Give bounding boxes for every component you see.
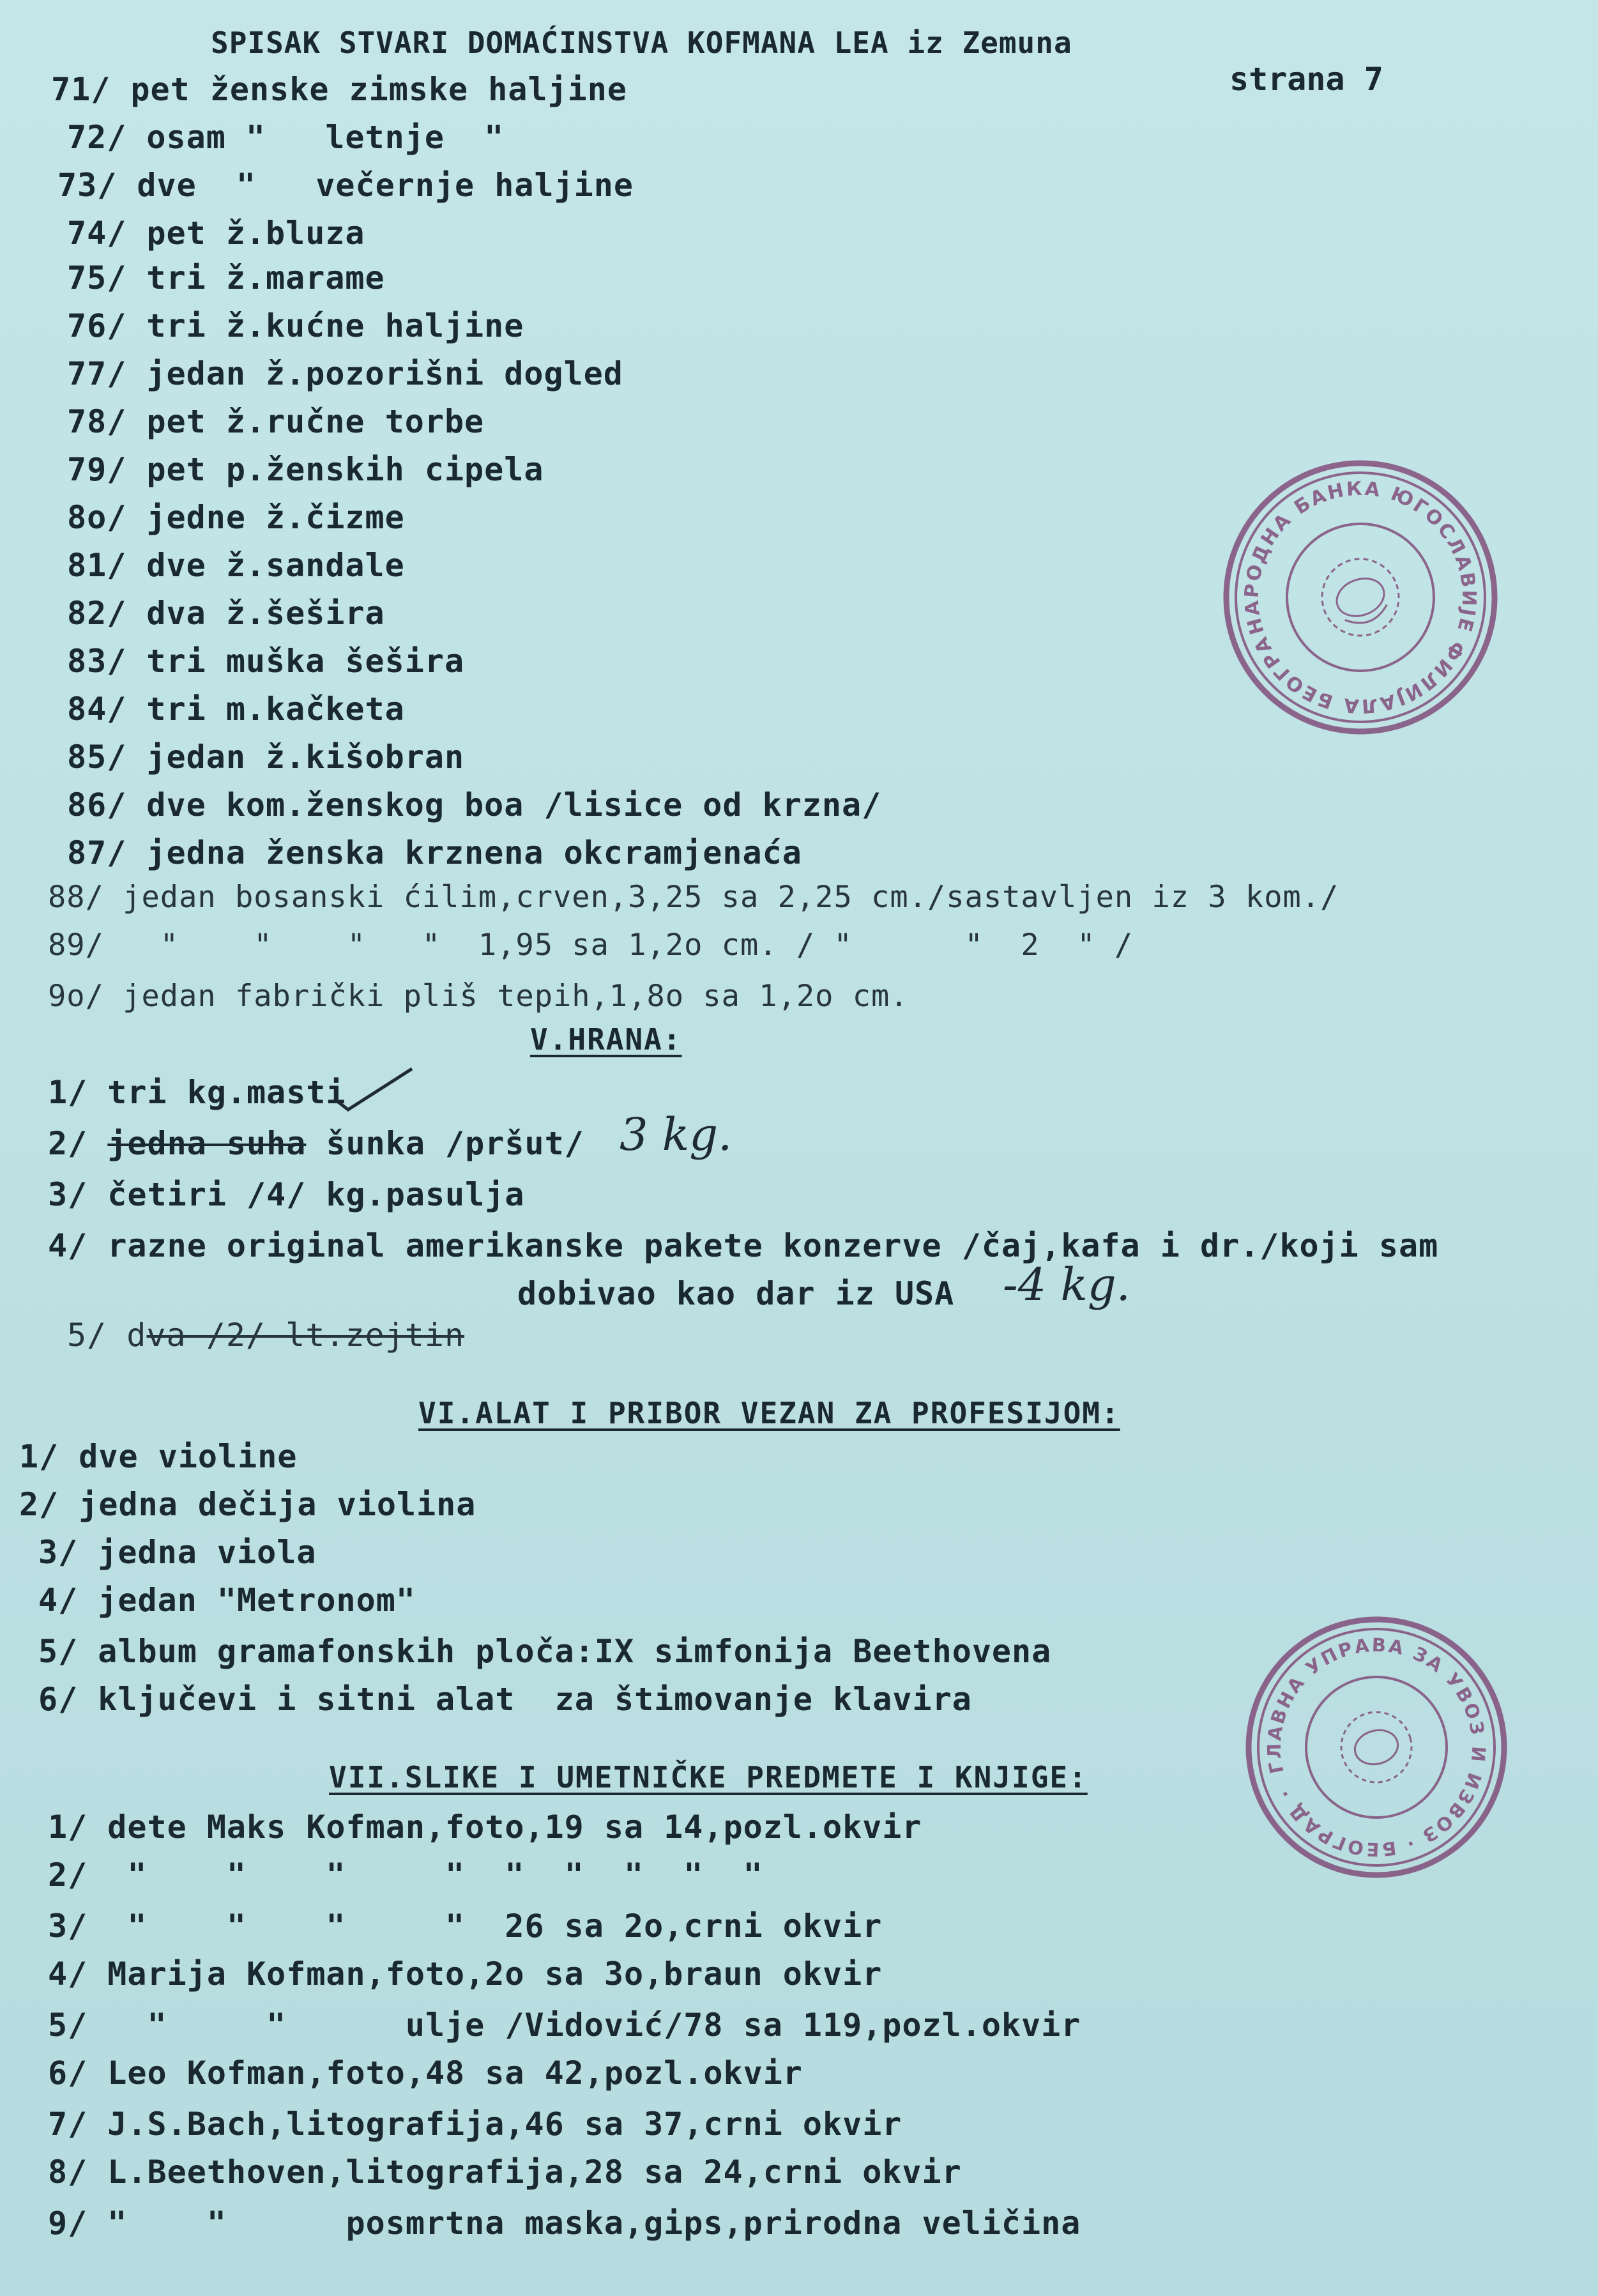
list-item-continuation: dobivao kao dar iz USA (517, 1275, 955, 1312)
list-item: 3/ " " " " 26 sa 2o,crni okvir (48, 1908, 883, 1945)
list-item: 74/ pet ž.bluza (67, 215, 365, 252)
list-item: 3/ četiri /4/ kg.pasulja (48, 1176, 525, 1213)
list-item: 77/ jedan ž.pozorišni dogled (67, 355, 623, 392)
section-heading: VII.SLIKE I UMETNIČKE PREDMETE I KNJIGE: (329, 1760, 1088, 1795)
list-item: 9/ " " posmrtna maska,gips,prirodna veličina (48, 2205, 1081, 2242)
svg-text:НАРОДНА БАНКА ЮГОСЛАВИЈЕ ФИЛИЈ: НАРОДНА БАНКА ЮГОСЛАВИЈЕ ФИЛИЈАЛА БЕОГРАД (1240, 477, 1480, 717)
list-item: 84/ tri m.kačketa (67, 691, 405, 728)
list-item: 7/ J.S.Bach,litografija,46 sa 37,crni okvir (48, 2106, 902, 2143)
svg-text:ГЛАВНА УПРАВА ЗА УВОЗ И ИЗВОЗ: ГЛАВНА УПРАВА ЗА УВОЗ И ИЗВОЗ · БЕОГРАД · (1263, 1634, 1490, 1861)
list-item: 76/ tri ž.kućne haljine (67, 307, 524, 344)
list-item: 5/ dva /2/ lt.zejtin (67, 1317, 465, 1354)
list-item: 9o/ jedan fabrički pliš tepih,1,8o sa 1,2o cm. (48, 979, 909, 1014)
list-item: 88/ jedan bosanski ćilim,crven,3,25 sa 2,25 cm./sastavljen iz 3 kom./ (48, 880, 1339, 915)
list-item: 4/ razne original amerikanske pakete konzerve /čaj,kafa i dr./koji sam (48, 1227, 1439, 1264)
official-stamp-icon (1242, 1613, 1510, 1881)
list-item: 83/ tri muška šešira (67, 643, 465, 680)
list-item: 2/ jedna dečija violina (19, 1486, 476, 1523)
list-item: 8/ L.Beethoven,litografija,28 sa 24,crni okvir (48, 2154, 962, 2191)
section-heading: VI.ALAT I PRIBOR VEZAN ZA PROFESIJOM: (418, 1396, 1120, 1430)
list-item: 8o/ jedne ž.čizme (67, 499, 405, 536)
list-item: 3/ jedna viola (38, 1534, 317, 1571)
list-item: 73/ dve " večernje haljine (57, 167, 634, 204)
list-item: 4/ Marija Kofman,foto,2o sa 3o,braun okvir (48, 1955, 883, 1993)
list-item: 78/ pet ž.ručne torbe (67, 403, 485, 440)
section-heading: V.HRANA: (530, 1022, 682, 1057)
handwritten-note: 3 kg. (620, 1108, 733, 1161)
list-item: 79/ pet p.ženskih cipela (67, 451, 544, 488)
list-item: 87/ jedna ženska krznena okcramjenaća (67, 834, 802, 871)
list-item: 86/ dve kom.ženskog boa /lisice od krzna/ (67, 786, 882, 823)
list-item: 5/ " " ulje /Vidović/78 sa 119,pozl.okvir (48, 2007, 1081, 2044)
list-item: 75/ tri ž.marame (67, 259, 385, 296)
list-item: 89/ " " " " 1,95 sa 1,2o cm. / " " 2 " / (48, 928, 1134, 963)
list-item: 2/ jedna suha šunka /pršut/ (48, 1125, 584, 1162)
list-item: 1/ tri kg.masti (48, 1074, 346, 1111)
list-item: 1/ dete Maks Kofman,foto,19 sa 14,pozl.okvir (48, 1809, 922, 1846)
official-stamp-icon (1220, 457, 1501, 738)
page-number: strana 7 (1229, 61, 1383, 98)
list-item: 71/ pet ženske zimske haljine (51, 71, 627, 108)
list-item: 2/ " " " " " " " " " (48, 1856, 763, 1894)
list-item: 81/ dve ž.sandale (67, 547, 405, 584)
list-item: 72/ osam " letnje " (67, 119, 505, 156)
handwritten-note: -4 kg. (1003, 1259, 1130, 1311)
document-title: SPISAK STVARI DOMAĆINSTVA KOFMANA LEA iz Zemuna (211, 26, 1072, 60)
list-item: 85/ jedan ž.kišobran (67, 739, 465, 776)
check-mark-icon (329, 1064, 418, 1115)
list-item: 6/ ključevi i sitni alat za štimovanje klavira (38, 1681, 972, 1718)
list-item: 4/ jedan "Metronom" (38, 1582, 416, 1619)
list-item: 5/ album gramafonskih ploča:IX simfonija Beethovena (38, 1633, 1052, 1670)
list-item: 6/ Leo Kofman,foto,48 sa 42,pozl.okvir (48, 2055, 803, 2092)
list-item: 1/ dve violine (19, 1438, 298, 1475)
list-item: 82/ dva ž.šešira (67, 595, 385, 632)
